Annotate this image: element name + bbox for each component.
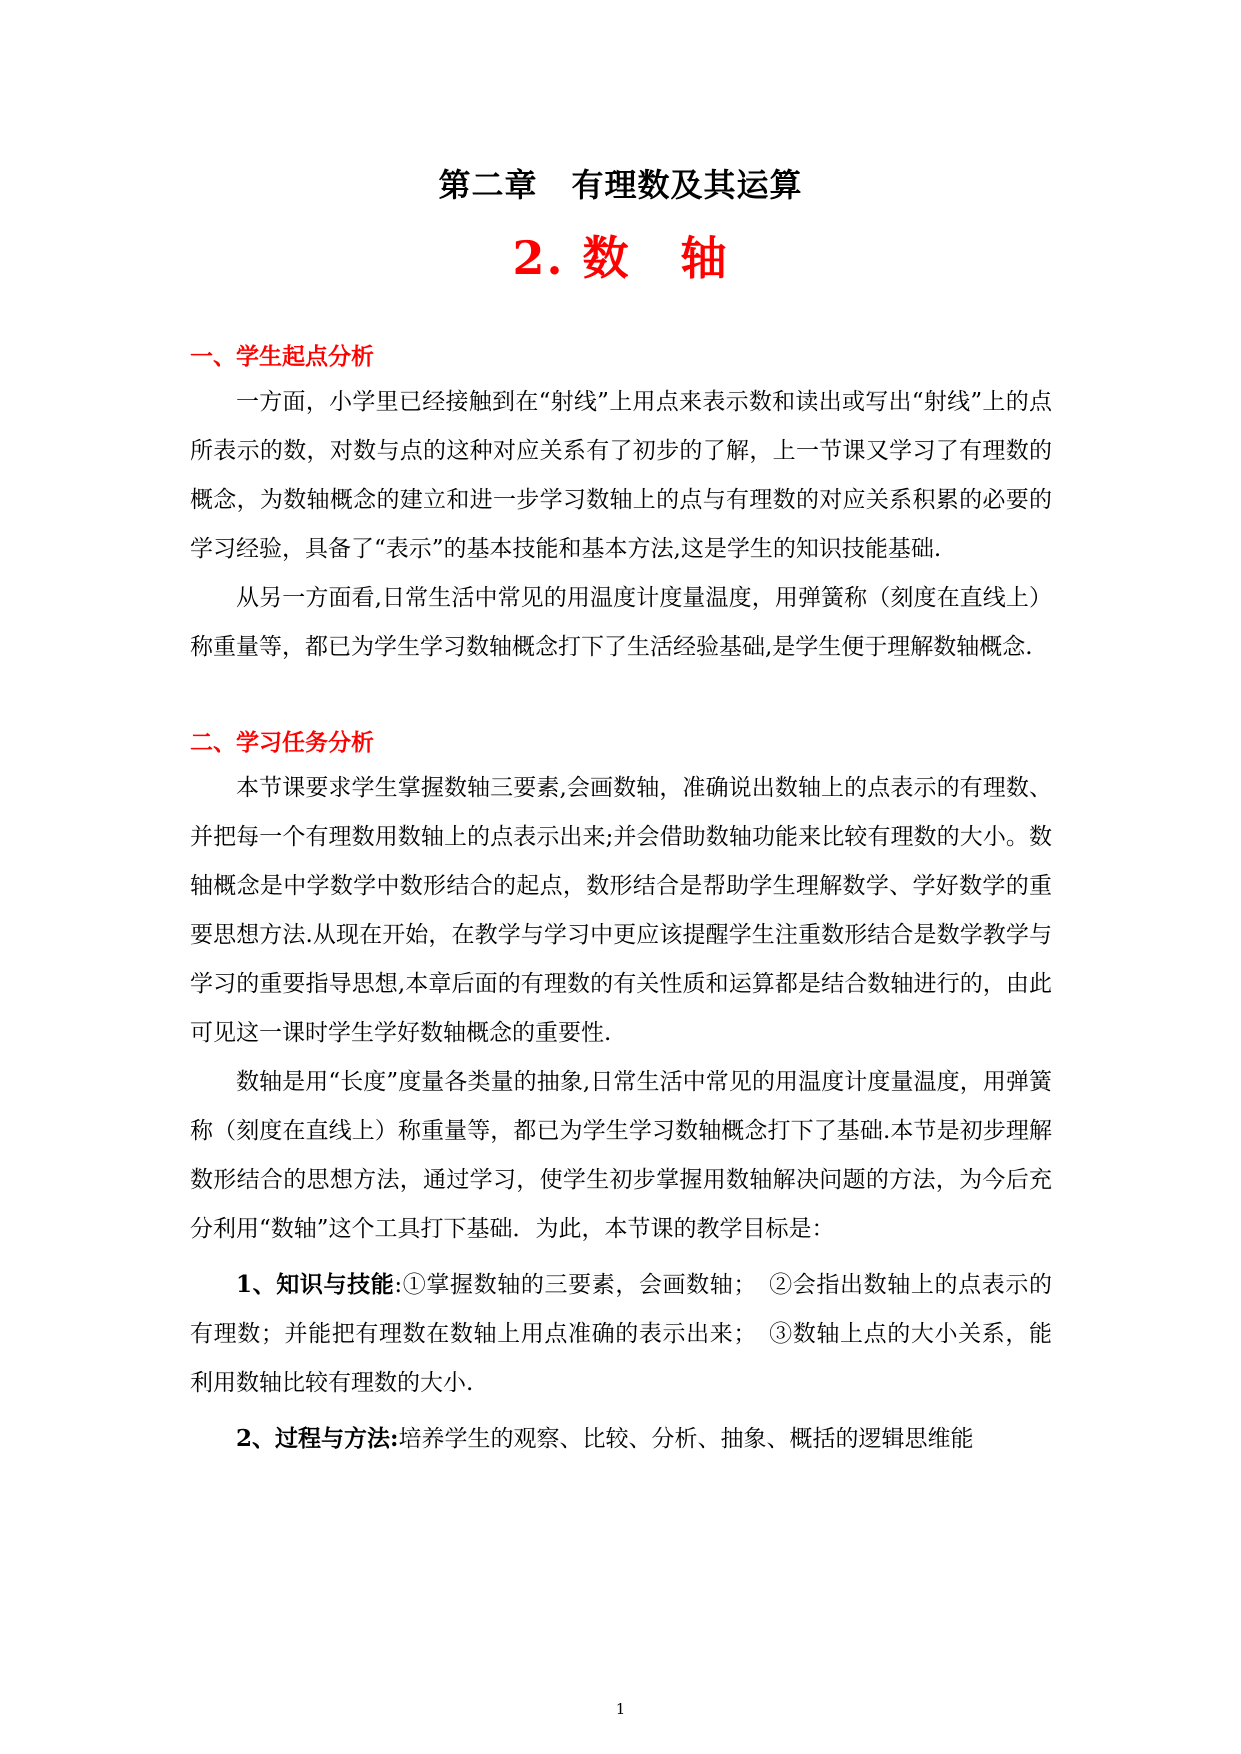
- chapter-name: 有理数及其运算: [571, 166, 803, 204]
- section-title: [0, 222, 1241, 288]
- objective-label: 1、知识与技能: [236, 1271, 395, 1298]
- section-number: 2.: [512, 231, 565, 285]
- objective-text: 培养学生的观察、比较、分析、抽象、概括的逻辑思维能: [398, 1426, 974, 1452]
- document-body: [190, 336, 1052, 1464]
- page-number: 1: [615, 1700, 626, 1718]
- heading-student-analysis: 一、学生起点分析: [190, 343, 374, 370]
- objective-process-methods: [190, 1414, 1052, 1464]
- section-title-char-2: 轴: [680, 231, 729, 285]
- objective-label: 2、过程与方法:: [236, 1425, 399, 1452]
- section-title-char-1: 数: [582, 231, 631, 285]
- paragraph: 从另一方面看,日常生活中常见的用温度计度量温度，用弹簧称（刻度在直线上）称重量等，都已为学生学习数轴概念打下了生活经验基础,是学生便于理解数轴概念.: [190, 585, 1052, 660]
- objective-knowledge-skills: [190, 1260, 1052, 1408]
- paragraph: 一方面，小学里已经接触到在“射线”上用点来表示数和读出或写出“射线”上的点所表示的数，对数与点的这种对应关系有了初步的了解，上一节课又学习了有理数的概念，为数轴概念的建立和进一步学习数轴上的点与有理数的对应关系积累的必要的学习经验，具备了“表示”的基本技能和基本方法,这是学生的知识技能基础.: [190, 389, 1052, 562]
- chapter-number: 第二章: [438, 166, 538, 204]
- objective-text: :①掌握数轴的三要素，会画数轴； ②会指出数轴上的点表示的有理数；并能把有理数在数轴上用点准确的表示出来； ③数轴上点的大小关系，能利用数轴比较有理数的大小.: [190, 1272, 1052, 1396]
- paragraph: 本节课要求学生掌握数轴三要素,会画数轴，准确说出数轴上的点表示的有理数、并把每一个有理数用数轴上的点表示出来;并会借助数轴功能来比较有理数的大小。数轴概念是中学数学中数形结合的起点，数形结合是帮助学生理解数学、学好数学的重要思想方法.从现在开始，在教学与学习中更应该提醒学生注重数形结合是数学教学与学习的重要指导思想,本章后面的有理数的有关性质和运算都是结合数轴进行的，由此可见这一课时学生学好数轴概念的重要性.: [190, 775, 1052, 1046]
- heading-task-analysis: 二、学习任务分析: [190, 729, 374, 756]
- paragraph: 数轴是用“长度”度量各类量的抽象,日常生活中常见的用温度计度量温度，用弹簧称（刻度在直线上）称重量等，都已为学生学习数轴概念打下了基础.本节是初步理解数形结合的思想方法，通过学习，使学生初步掌握用数轴解决问题的方法，为今后充分利用“数轴”这个工具打下基础．为此，本节课的教学目标是：: [190, 1069, 1052, 1242]
- chapter-title: [0, 160, 1241, 206]
